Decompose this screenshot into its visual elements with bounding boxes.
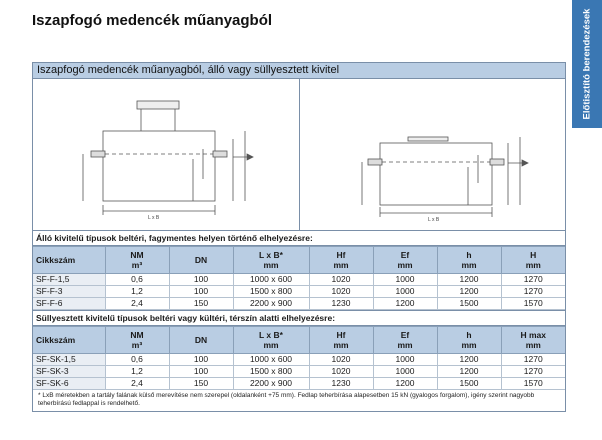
table-cell: 1270: [501, 366, 565, 378]
table-cell: 1270: [501, 354, 565, 366]
table-cell: 2200 x 900: [233, 378, 309, 390]
footnote: * LxB méretekben a tartály falának külső merevítése nem szerepel (oldalanként +75 mm). Fedlap teherbírása alapesetben 15 kN (gyalogos forgalom), igény szerint nagyobb teherbírású fedlappal is rendelhető.: [38, 392, 535, 407]
table-cell: 1230: [309, 298, 373, 310]
table-cell: 1500 x 800: [233, 366, 309, 378]
table-header-row: [33, 247, 565, 274]
table-cell: 1,2: [105, 286, 169, 298]
header-cell: Cikkszám: [33, 327, 105, 354]
side-tab[interactable]: [572, 0, 602, 128]
table-row: [33, 274, 565, 286]
right-lxb-label: L x B: [427, 217, 439, 223]
header-cell: Cikkszám: [33, 247, 105, 274]
table-cell: 100: [169, 354, 233, 366]
header-cell: Ef mm: [373, 247, 437, 274]
header-cell: DN: [169, 327, 233, 354]
header-cell: h mm: [437, 327, 501, 354]
table-cell: 1500: [437, 378, 501, 390]
header-cell: Ef mm: [373, 327, 437, 354]
drawing-standing: [33, 79, 299, 230]
standing-tank-drawing-svg: [33, 79, 291, 230]
section1-title: Álló kivitelű típusok beltéri, fagymentes helyen történő elhelyezésre:: [33, 231, 565, 246]
table-row: [33, 298, 565, 310]
table-cell: SF-F-1,5: [33, 274, 105, 286]
table-cell: 1200: [437, 354, 501, 366]
table-header-row: [33, 327, 565, 354]
left-lxb-label: L x B: [148, 215, 160, 221]
header-cell: h mm: [437, 247, 501, 274]
table-cell: 1230: [309, 378, 373, 390]
table-cell: 1200: [373, 378, 437, 390]
header-cell: DN: [169, 247, 233, 274]
table-row: [33, 378, 565, 390]
header-cell: NM m³: [105, 247, 169, 274]
table-cell: 1020: [309, 366, 373, 378]
table-cell: SF-SK-3: [33, 366, 105, 378]
table-cell: 1200: [437, 286, 501, 298]
standing-models-table: [33, 246, 565, 310]
table-cell: SF-SK-6: [33, 378, 105, 390]
table-cell: 1200: [437, 274, 501, 286]
table-cell: 0,6: [105, 354, 169, 366]
recessed-models-table: [33, 326, 565, 390]
product-panel: [32, 62, 566, 412]
table-cell: 150: [169, 298, 233, 310]
drawing-recessed: [299, 79, 566, 230]
side-tab-label: Előtisztító berendezések: [581, 8, 593, 120]
table-cell: 1570: [501, 298, 565, 310]
section2-title: Süllyesztett kivitelű típusok beltéri vagy kültéri, térszín alatti elhelyezésre:: [33, 310, 565, 326]
table-cell: 1000 x 600: [233, 274, 309, 286]
table-cell: 1200: [437, 366, 501, 378]
header-cell: L x B* mm: [233, 327, 309, 354]
table-cell: 2200 x 900: [233, 298, 309, 310]
header-cell: Hf mm: [309, 247, 373, 274]
table-cell: 1500: [437, 298, 501, 310]
table-row: [33, 366, 565, 378]
table-cell: 1000: [373, 274, 437, 286]
table-cell: 1570: [501, 378, 565, 390]
table-cell: 1000: [373, 366, 437, 378]
page-title: Iszapfogó medencék műanyagból: [32, 12, 273, 29]
table-cell: 100: [169, 286, 233, 298]
table-cell: 2,4: [105, 298, 169, 310]
table-cell: SF-F-3: [33, 286, 105, 298]
panel-heading: Iszapfogó medencék műanyagból, álló vagy süllyesztett kivitel: [33, 63, 565, 79]
table-cell: 1000: [373, 354, 437, 366]
table-cell: 2,4: [105, 378, 169, 390]
header-cell: L x B* mm: [233, 247, 309, 274]
table-cell: 1500 x 800: [233, 286, 309, 298]
table-cell: SF-SK-1,5: [33, 354, 105, 366]
table-cell: 100: [169, 366, 233, 378]
table-row: [33, 286, 565, 298]
header-cell: H mm: [501, 247, 565, 274]
recessed-tank-drawing-svg: [300, 79, 573, 230]
table-cell: 1020: [309, 274, 373, 286]
table-cell: 1270: [501, 286, 565, 298]
table-row: [33, 354, 565, 366]
table-cell: 0,6: [105, 274, 169, 286]
table-cell: 1000: [373, 286, 437, 298]
technical-drawings: [33, 79, 565, 231]
table-cell: SF-F-6: [33, 298, 105, 310]
table-cell: 1200: [373, 298, 437, 310]
table-cell: 150: [169, 378, 233, 390]
header-cell: Hf mm: [309, 327, 373, 354]
table-cell: 1020: [309, 286, 373, 298]
table-cell: 100: [169, 274, 233, 286]
table-cell: 1270: [501, 274, 565, 286]
header-cell: NM m³: [105, 327, 169, 354]
table-cell: 1,2: [105, 366, 169, 378]
header-cell: H max mm: [501, 327, 565, 354]
table-cell: 1000 x 600: [233, 354, 309, 366]
table-cell: 1020: [309, 354, 373, 366]
